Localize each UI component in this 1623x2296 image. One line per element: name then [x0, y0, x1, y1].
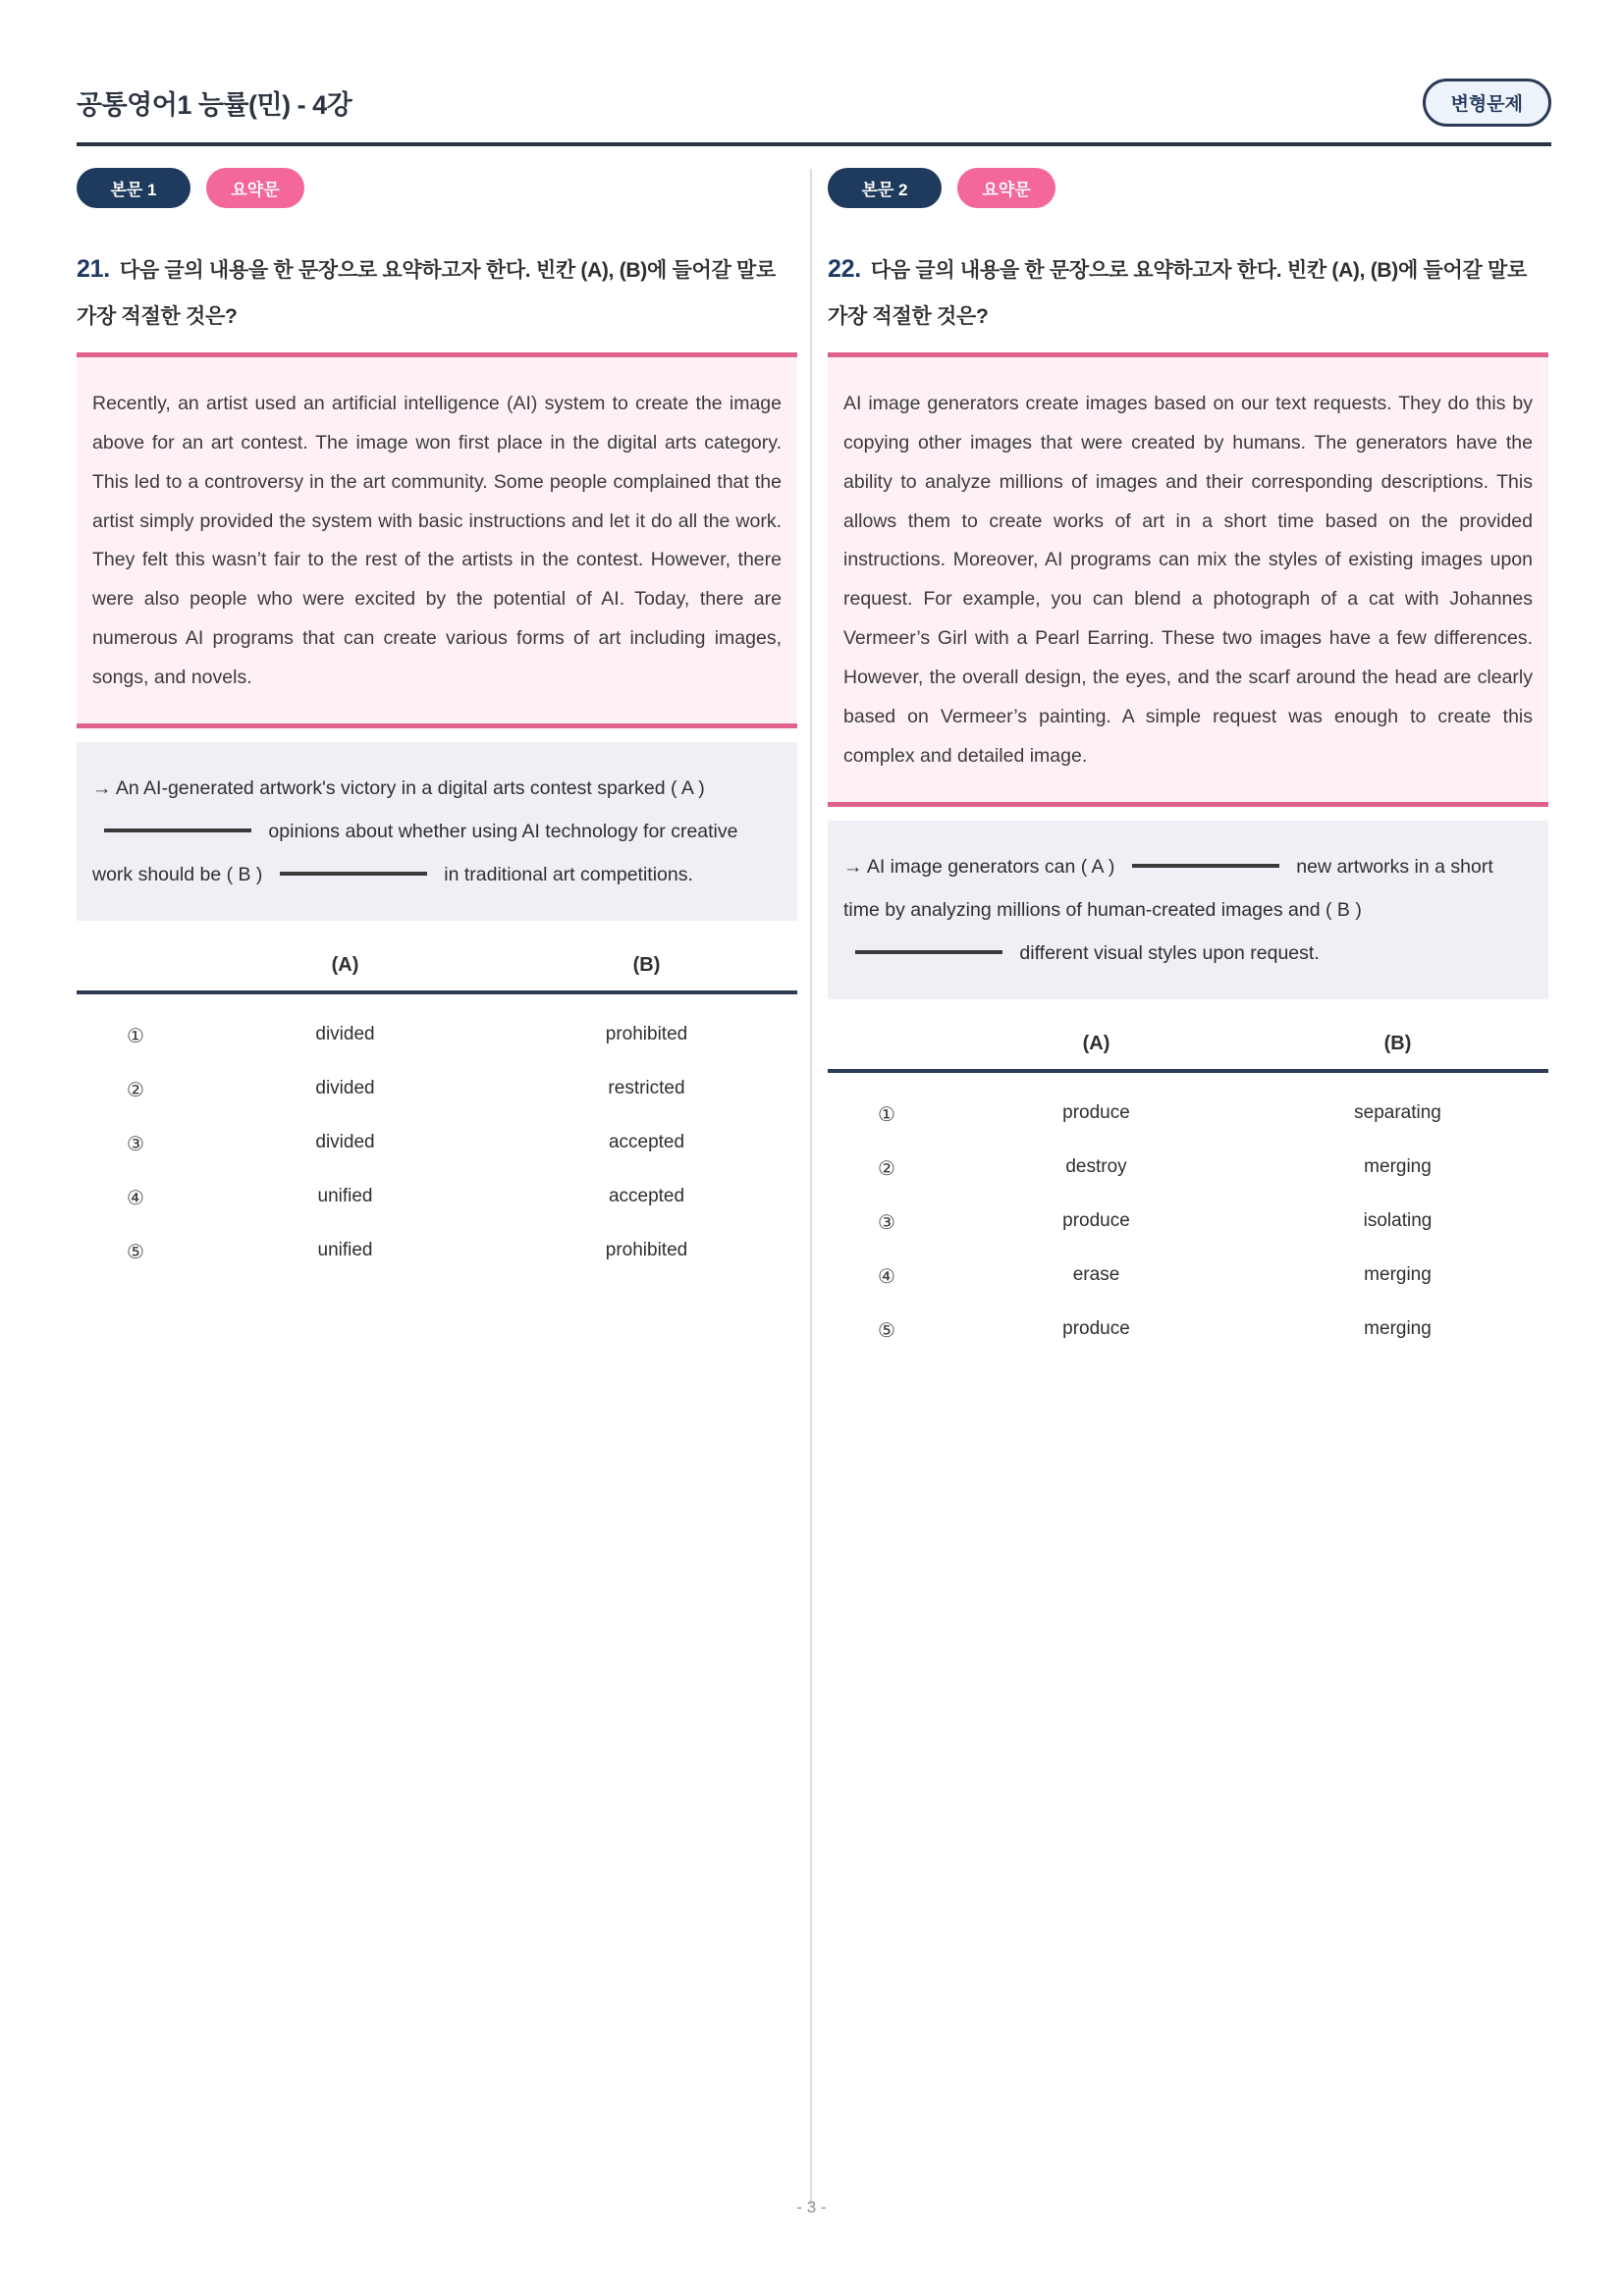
q21-choice-4-num: ④: [127, 1187, 144, 1209]
q22-summary-part1: → AI image generators can: [843, 856, 1076, 879]
q22-choice-4: [828, 1264, 1548, 1289]
q22-summary-part3: different visual styles upon request.: [1019, 942, 1320, 965]
q22-answer-table: [828, 1033, 1548, 1343]
q21-choice-4-a: unified: [317, 1185, 373, 1206]
q22-summary-text: [843, 846, 1531, 976]
q21-col-a-header: (A): [331, 953, 359, 976]
q22-choice-4-b: merging: [1364, 1263, 1432, 1285]
q22-choice-1-b: separating: [1354, 1101, 1441, 1123]
q22-blank-a-line: [1132, 864, 1279, 868]
q22-summary-tag: 요약문: [957, 168, 1055, 208]
q21-table-header: [77, 954, 797, 990]
q22-header-spacer: [828, 1033, 946, 1055]
q21-choice-3-num: ③: [127, 1133, 144, 1155]
q21-tags: [77, 168, 797, 208]
q21-prompt: [77, 243, 797, 339]
q21-header-spacer: [77, 954, 194, 977]
page-number: - 3 -: [796, 2198, 827, 2216]
q21-choice-5-b: prohibited: [605, 1239, 688, 1260]
q21-blank-a-line: [104, 828, 251, 832]
q21-choice-2-num: ②: [127, 1079, 144, 1101]
q22-number: 22.: [828, 255, 861, 283]
q21-passage-tag: 본문 1: [77, 168, 190, 208]
q21-summary-part2: opinions about whether using AI technology for creative work should be: [92, 821, 738, 886]
q21-choice-4: [77, 1186, 797, 1210]
q21-summary-box: [77, 742, 797, 921]
q22-prompt: [828, 243, 1548, 339]
q21-choice-3: [77, 1132, 797, 1156]
q21-choice-1-b: prohibited: [605, 1023, 688, 1044]
q22-choice-2-num: ②: [878, 1157, 895, 1180]
q22-table-header: [828, 1033, 1548, 1069]
q21-passage-text: Recently, an artist used an artificial intelligence (AI) system to create the image above for an art contest. The image won first place in the digital arts category. This led to a controversy in the art community. Some people complained that the artist simply provided the system with basic instructions and let it do all the work. They felt this wasn’t fair to the rest of the artists in the contest. However, there were also people who were excited by the potential of AI. Today, there are numerous AI programs that can create various forms of art including images, songs, and novels.: [92, 392, 782, 689]
q22-passage-text: AI image generators create images based on our text requests. They do this by copying other images that were created by humans. The generators have the ability to analyze millions of images and their corresponding descriptions. This allows them to create works of art in a short time based on the provided instructions. Moreover, AI programs can mix the styles of existing images upon request. For example, you can blend a photograph of a cat with Johannes Vermeer’s Girl with a Pearl Earring. These two images have a few differences. However, the overall design, the eyes, and the scarf around the head are clearly based on Vermeer’s painting. A simple request was enough to create this complex and detailed image.: [843, 392, 1533, 768]
q22-choice-5-num: ⑤: [878, 1319, 895, 1342]
q21-passage-box: [77, 352, 797, 729]
variant-problem-badge: 변형문제: [1423, 79, 1551, 127]
q21-blank-b-line: [280, 872, 427, 876]
q21-table-rule: [77, 990, 797, 994]
column-divider: [810, 169, 812, 2206]
q21-choice-2: [77, 1078, 797, 1102]
q22-table-rule: [828, 1069, 1548, 1073]
q22-choice-4-num: ④: [878, 1265, 895, 1288]
q21-choice-1-a: divided: [315, 1023, 375, 1044]
q22-choice-5-a: produce: [1062, 1317, 1130, 1339]
q22-passage-tag: 본문 2: [828, 168, 942, 208]
q21-prompt-text: 다음 글의 내용을 한 문장으로 요약하고자 한다. 빈칸 (A), (B)에 들어갈 말로 가장 적절한 것은?: [77, 259, 776, 328]
q22-choice-1: [828, 1102, 1548, 1127]
q22-choice-3-b: isolating: [1363, 1209, 1433, 1231]
q22-choice-3-num: ③: [878, 1211, 895, 1234]
q22-choice-1-a: produce: [1062, 1101, 1130, 1123]
q22-choice-5-b: merging: [1364, 1317, 1432, 1339]
q22-passage-box: [828, 352, 1548, 808]
page-title: 공통영어1 능률(민) - 4강: [77, 90, 352, 120]
question-22-column: [828, 146, 1548, 1343]
q22-choice-1-num: ①: [878, 1103, 895, 1126]
q21-answer-table: [77, 954, 797, 1264]
q21-choice-3-a: divided: [315, 1131, 375, 1152]
q22-choice-2-a: destroy: [1065, 1155, 1127, 1177]
q21-choice-2-b: restricted: [608, 1077, 685, 1098]
q22-blank-b-line: [855, 950, 1002, 954]
q22-blank-b-label: ( B ): [1325, 899, 1362, 922]
q21-blank-b-label: ( B ): [226, 864, 263, 886]
question-21-column: [77, 146, 797, 1343]
q21-summary-text: [92, 768, 780, 897]
q22-prompt-text: 다음 글의 내용을 한 문장으로 요약하고자 한다. 빈칸 (A), (B)에 들어갈 말로 가장 적절한 것은?: [828, 259, 1527, 328]
q21-choice-5: [77, 1240, 797, 1264]
q21-choice-5-num: ⑤: [127, 1241, 144, 1263]
q22-choice-3: [828, 1210, 1548, 1235]
q21-choice-2-a: divided: [315, 1077, 375, 1098]
page-header: [0, 0, 1623, 127]
q21-choice-1-num: ①: [127, 1025, 144, 1047]
q22-col-a-header: (A): [1082, 1032, 1110, 1054]
q21-blank-a-label: ( A ): [671, 777, 705, 800]
q21-summary-part1: → An AI-generated artwork's victory in a digital arts contest sparked: [92, 777, 666, 800]
q21-choice-4-b: accepted: [608, 1185, 685, 1206]
q21-choice-5-a: unified: [317, 1239, 373, 1260]
q21-choice-3-b: accepted: [608, 1131, 685, 1152]
q21-choice-1: [77, 1024, 797, 1048]
q21-col-b-header: (B): [632, 953, 661, 976]
q21-number: 21.: [77, 255, 110, 283]
q22-choice-2-b: merging: [1364, 1155, 1432, 1177]
q21-summary-tag: 요약문: [206, 168, 304, 208]
q22-choice-2: [828, 1156, 1548, 1181]
q22-choice-5: [828, 1318, 1548, 1343]
q22-tags: [828, 168, 1548, 208]
q22-choice-3-a: produce: [1062, 1209, 1130, 1231]
q22-summary-part2: new artworks in a short time by analyzing millions of human-created images and: [843, 856, 1493, 922]
q22-summary-box: [828, 821, 1548, 999]
q21-summary-part3: in traditional art competitions.: [444, 864, 693, 886]
q22-blank-a-label: ( A ): [1080, 856, 1115, 879]
q22-choice-4-a: erase: [1072, 1263, 1120, 1285]
q22-col-b-header: (B): [1383, 1032, 1412, 1054]
